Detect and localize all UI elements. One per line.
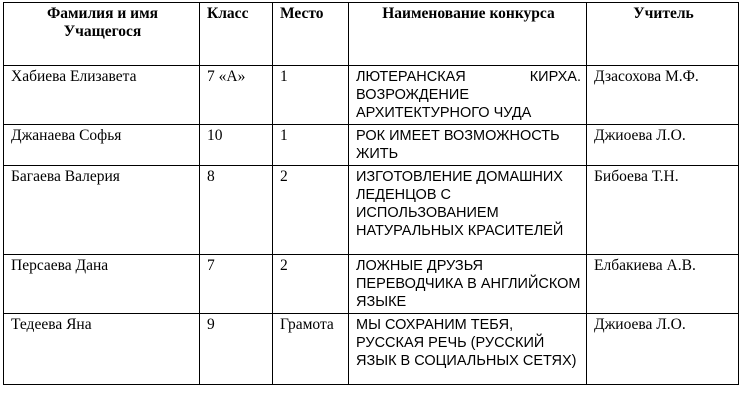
cell-contest: РОК ИМЕЕТ ВОЗМОЖНОСТЬ ЖИТЬ	[349, 125, 587, 166]
table-row	[4, 255, 739, 314]
cell-teacher: Дзасохова М.Ф.	[587, 66, 739, 125]
cell-grade: 10	[200, 125, 273, 166]
header-teacher: Учитель	[587, 3, 739, 66]
table-row	[4, 166, 739, 255]
cell-contest: ЛЮТЕРАНСКАЯ КИРХА. ВОЗРОЖДЕНИЕ АРХИТЕКТУРНОГО ЧУДА	[349, 66, 587, 125]
table-row	[4, 125, 739, 166]
results-table	[3, 2, 739, 385]
cell-name: Джанаева Софья	[4, 125, 200, 166]
cell-teacher: Джиоева Л.О.	[587, 125, 739, 166]
cell-name: Хабиева Елизавета	[4, 66, 200, 125]
cell-name: Тедеева Яна	[4, 314, 200, 385]
cell-name: Персаева Дана	[4, 255, 200, 314]
table-header-row	[4, 3, 739, 66]
cell-place: Грамота	[273, 314, 349, 385]
header-name: Фамилия и имя Учащегося	[4, 3, 200, 66]
cell-contest: ЛОЖНЫЕ ДРУЗЬЯ ПЕРЕВОДЧИКА В АНГЛИЙСКОМ ЯЗЫКЕ	[349, 255, 587, 314]
cell-place: 2	[273, 166, 349, 255]
table-row	[4, 66, 739, 125]
cell-grade: 7 «А»	[200, 66, 273, 125]
cell-teacher: Елбакиева А.В.	[587, 255, 739, 314]
cell-teacher: Бибоева Т.Н.	[587, 166, 739, 255]
cell-grade: 9	[200, 314, 273, 385]
cell-place: 2	[273, 255, 349, 314]
cell-contest: ИЗГОТОВЛЕНИЕ ДОМАШНИХ ЛЕДЕНЦОВ С ИСПОЛЬЗОВАНИЕМ НАТУРАЛЬНЫХ КРАСИТЕЛЕЙ	[349, 166, 587, 255]
cell-teacher: Джиоева Л.О.	[587, 314, 739, 385]
cell-contest: МЫ СОХРАНИМ ТЕБЯ, РУССКАЯ РЕЧЬ (РУССКИЙ ЯЗЫК В СОЦИАЛЬНЫХ СЕТЯХ)	[349, 314, 587, 385]
cell-place: 1	[273, 125, 349, 166]
cell-place: 1	[273, 66, 349, 125]
cell-name: Багаева Валерия	[4, 166, 200, 255]
header-grade: Класс	[200, 3, 273, 66]
results-table-container	[3, 2, 739, 385]
table-row	[4, 314, 739, 385]
cell-grade: 7	[200, 255, 273, 314]
cell-grade: 8	[200, 166, 273, 255]
header-contest: Наименование конкурса	[349, 3, 587, 66]
header-place: Место	[273, 3, 349, 66]
